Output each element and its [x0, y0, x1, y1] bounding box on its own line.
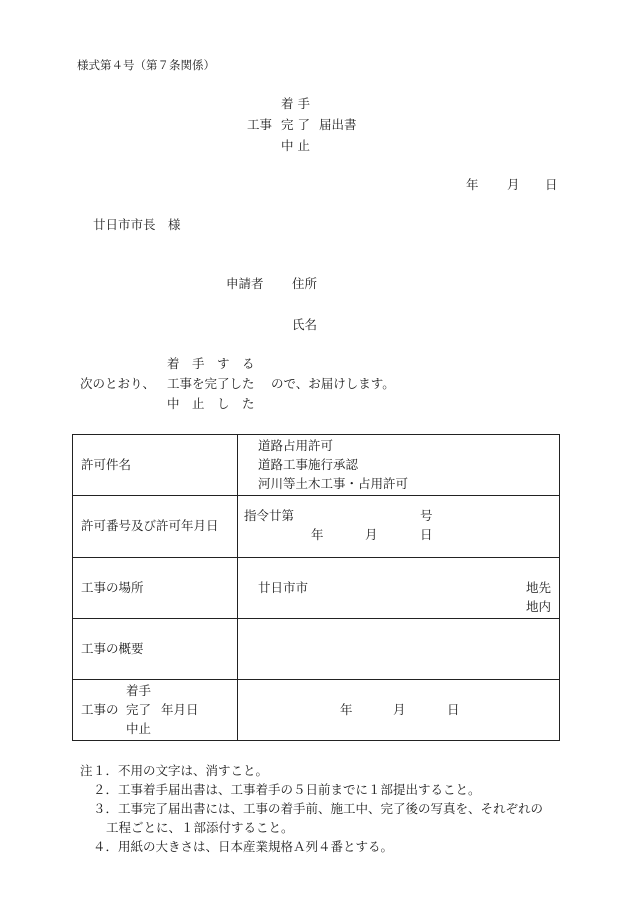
- work-date-label-cell: [73, 680, 238, 741]
- permit-type-option-road-occupancy: 道路占用許可: [258, 438, 334, 453]
- location-value-cell: [238, 558, 560, 619]
- addressee: 廿日市市長 様: [93, 217, 181, 232]
- date-day: 日: [545, 177, 558, 192]
- row-permit-number: [73, 496, 560, 558]
- work-date-month: 月: [393, 702, 406, 717]
- permit-date-year: 年: [311, 527, 324, 542]
- note-3: ３．工事完了届出書には、工事の着手前、施工中、完了後の写真を、それぞれの: [93, 801, 544, 816]
- notes-prefix: 注: [80, 763, 93, 778]
- permit-form-table: [72, 434, 560, 741]
- permit-type-value-cell: [238, 435, 560, 496]
- permit-type-label: 許可件名: [81, 457, 132, 472]
- permit-number-prefix: 指令廿第: [244, 508, 295, 523]
- date-month: 月: [507, 177, 520, 192]
- permit-number-suffix: 号: [420, 508, 433, 523]
- date-year: 年: [466, 177, 479, 192]
- row-location: [73, 558, 560, 619]
- work-date-label-prefix: 工事の: [81, 702, 119, 717]
- summary-label: 工事の概要: [81, 641, 144, 656]
- intro-option-start: 着 手 す る: [167, 356, 255, 371]
- permit-date-day: 日: [420, 527, 433, 542]
- work-date-option-start: 着手: [126, 683, 152, 698]
- location-suffix-chinai: 地内: [525, 599, 551, 614]
- summary-value-cell: [238, 619, 560, 680]
- location-label-cell: [73, 558, 238, 619]
- work-date-label-suffix: 年月日: [161, 702, 199, 717]
- intro-lead: 次のとおり、: [80, 376, 156, 391]
- permit-number-label-cell: [73, 496, 238, 558]
- applicant-name-label: 氏名: [292, 317, 318, 332]
- title-suffix: 届出書: [319, 117, 357, 132]
- permit-type-label-cell: [73, 435, 238, 496]
- work-date-day: 日: [447, 702, 460, 717]
- location-label: 工事の場所: [81, 580, 144, 595]
- location-suffix-chisaki: 地先: [525, 580, 551, 595]
- title-option-start: 着 手: [281, 96, 310, 111]
- note-3-continued: 工程ごとに、１部添付すること。: [106, 820, 294, 835]
- row-summary: [73, 619, 560, 680]
- intro-option-complete: 工事を完了した: [167, 376, 255, 391]
- summary-label-cell: [73, 619, 238, 680]
- title-option-complete: 完 了: [281, 117, 310, 132]
- applicant-address-label: 住所: [292, 276, 318, 291]
- work-date-option-stop: 中止: [126, 721, 152, 736]
- permit-type-option-road-construction: 道路工事施行承認: [258, 457, 359, 472]
- row-permit-type: [73, 435, 560, 496]
- form-number: 様式第４号（第７条関係）: [77, 58, 215, 72]
- note-4: ４．用紙の大きさは、日本産業規格Ａ列４番とする。: [93, 839, 394, 854]
- permit-type-option-river-works: 河川等土木工事・占用許可: [258, 476, 409, 491]
- note-1: １．不用の文字は、消すこと。: [93, 763, 269, 778]
- row-work-date: [73, 680, 560, 741]
- intro-tail: ので、お届けします。: [271, 376, 395, 391]
- note-2: ２．工事着手届出書は、工事着手の５日前までに１部提出すること。: [93, 782, 481, 797]
- applicant-label: 申請者: [226, 276, 264, 291]
- work-date-year: 年: [340, 702, 353, 717]
- intro-option-stop: 中 止 し た: [167, 396, 255, 411]
- title-prefix: 工事: [247, 117, 273, 132]
- work-date-option-complete: 完了: [126, 702, 152, 717]
- permit-number-value-cell: [238, 496, 560, 558]
- permit-date-month: 月: [365, 527, 378, 542]
- title-option-stop: 中 止: [281, 138, 310, 153]
- work-date-value-cell: [238, 680, 560, 741]
- location-city: 廿日市市: [258, 580, 309, 595]
- permit-number-label: 許可番号及び許可年月日: [81, 518, 219, 533]
